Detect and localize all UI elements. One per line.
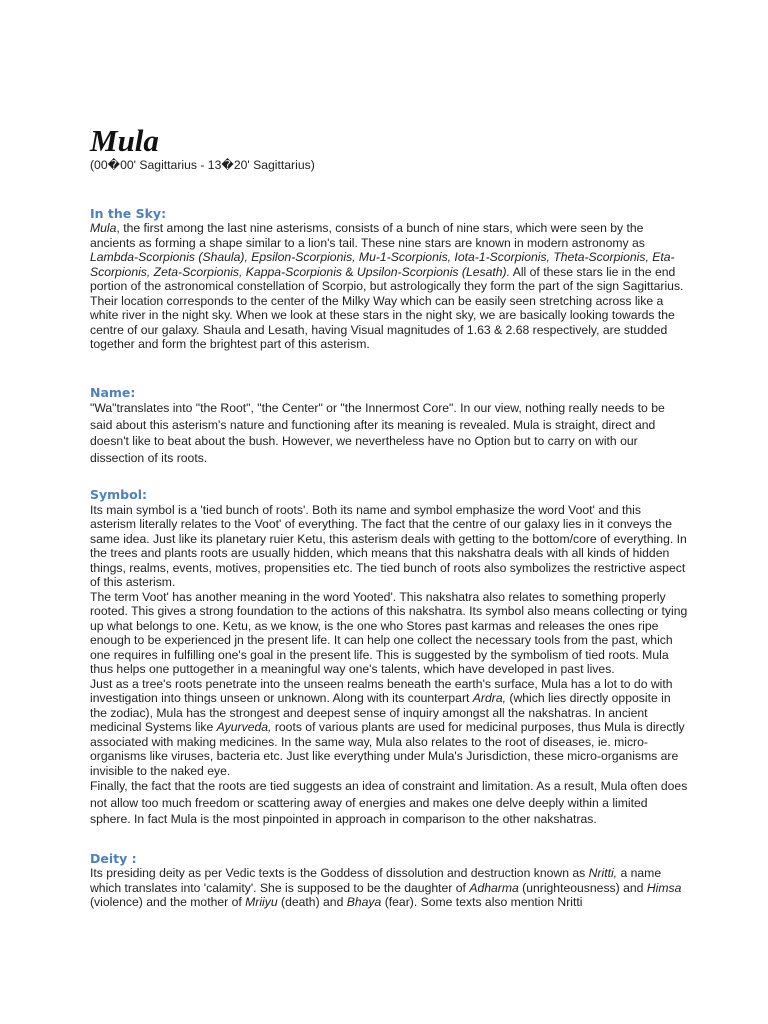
- page-title: Mula: [90, 123, 159, 158]
- section-heading-deity: Deity :: [90, 850, 137, 866]
- deity-text-b: Nritti,: [588, 866, 618, 880]
- sky-text-f: All of these stars lie in the end portion of the astronomical constellation of Scorpio, but astrologically they form the part of the sign Sagittarius. Their location corresponds to the center of the Milky Way which can be easily seen stretching across like a white river in the night sky. When we look at these stars in the night sky, we are basically looking towards the centre of our galaxy. Shaula and Lesath, having Visual magnitudes of 1.63 & 2.68 respectively, are studded together and form the brightest part of this asterism.: [90, 264, 684, 351]
- sky-text-b: , the first among the last nine asterisms, consists of a bunch of nine stars, which were seen by the ancients as forming a shape similar to a lion's tail. These nine stars are known in modern astronomy as: [90, 221, 645, 250]
- deity-text-d: Adharma: [469, 880, 519, 895]
- deity-text-g: (violence) and the mother of: [90, 895, 246, 909]
- document-page: [90, 124, 690, 910]
- deity-text-f: Himsa: [646, 880, 682, 895]
- deity-text-i: (death) and: [277, 895, 347, 909]
- symbol-paragraph-2: The term Voot' has another meaning in the word Yooted'. This nakshatra also relates to something properly rooted. This gives a strong foundation to the actions of this nakshatra. Its symbol also means collecting or tying up what belongs to one. Ketu, as we know, is the one who Stores past karmas and releases the ones ripe enough to be experienced jn the present life. It can help one collect the necessary tools from the past, which one requires in fulfilling one's goal in the present life. This is suggested by the symbolism of tied roots. Mula thus helps one puttogether in a meaningful way one's talents, which have developed in past lives.: [90, 589, 688, 676]
- symbol-p3-a: Just as a tree's roots penetrate into the unseen realms beneath the earth's surface, Mula has a lot to do with investigation into things unseen or unknown. Along with its counterpart: [90, 676, 673, 705]
- deity-paragraph: [90, 866, 690, 910]
- sky-text-d: &: [342, 264, 357, 279]
- symbol-p3-e: roots of various plants are used for medicinal purposes, thus Mula is directly associated with making medicines. In the same way, Mula also relates to the root of diseases, ie. micro-organisms like viruses, bacteria etc. Just like everything under Mula's Jurisdiction, these micro-organisms are invisible to the naked eye.: [90, 720, 685, 778]
- symbol-p3-d: Ayurveda,: [216, 720, 272, 734]
- symbol-paragraph-4: Finally, the fact that the roots are tied suggests an idea of constraint and limitation. As a result, Mula often does not allow too much freedom or scattering away of energies and makes one delve deeply within a limited sphere. In fact Mula is the most pinpointed in approach in comparison to the other nakshatras.: [90, 779, 688, 826]
- page-subtitle: (00�00' Sagittarius - 13�20' Sagittarius): [90, 158, 315, 172]
- sky-paragraph: [90, 221, 690, 352]
- name-paragraph: "Wa"translates into "the Root", "the Center" or "the Innermost Core". In our view, nothing really needs to be said about this asterism's nature and functioning after its meaning is revealed. Mula is straight, direct and doesn't like to beat about the bush. However, we nevertheless have no Option but to carry on with our dissection of its roots.: [90, 401, 665, 465]
- section-heading-symbol: Symbol:: [90, 487, 147, 502]
- deity-text-c: a name which translates into 'calamity'. She is supposed to be the daughter of: [90, 866, 662, 895]
- deity-text-k: (fear). Some texts also mention Nritti: [381, 895, 583, 909]
- deity-text-j: Bhaya: [346, 895, 382, 909]
- symbol-paragraph-1: Its main symbol is a 'tied bunch of roots'. Both its name and symbol emphasize the word Voot' and this asterism literally relates to the Voot' of everything. The fact that the centre of our galaxy lies in it conveys the same idea. Just like its planetary ruier Ketu, this asterism deals with getting to the bottom/core of everything. In the trees and plants roots are usually hidden, which means that this nakshatra deals with all kinds of hidden things, realms, events, motives, propensities etc. The tied bunch of roots also symbolizes the restrictive aspect of this asterism.: [90, 502, 687, 589]
- section-heading-name: Name:: [90, 384, 136, 400]
- deity-text-a: Its presiding deity as per Vedic texts is the Goddess of dissolution and destruction known as: [90, 866, 589, 880]
- section-heading-sky: In the Sky:: [90, 205, 167, 221]
- deity-text-h: Mriiyu: [245, 895, 278, 909]
- symbol-paragraph-3: [90, 677, 690, 779]
- symbol-p3-c: (which lies directly opposite in the zodiac), Mula has the strongest and deepest sense of inquiry amongst all the nakshatras. In ancient medicinal Systems like: [90, 691, 671, 734]
- deity-text-e: (unrighteousness) and: [518, 880, 647, 895]
- sky-text-c: Lambda-Scorpionis (Shaula), Epsilon-Scorpionis, Mu-1-Scorpionis, Iota-1-Scorpionis, Theta-Scorpionis, Eta-Scorpionis, Zeta-Scorpionis, Kappa-Scorpionis: [90, 250, 675, 279]
- symbol-p3-b: Ardra,: [472, 691, 506, 705]
- sky-text-e: Upsilon-Scorpionis (Lesath).: [356, 264, 510, 279]
- sky-text-a: Mula: [90, 221, 117, 235]
